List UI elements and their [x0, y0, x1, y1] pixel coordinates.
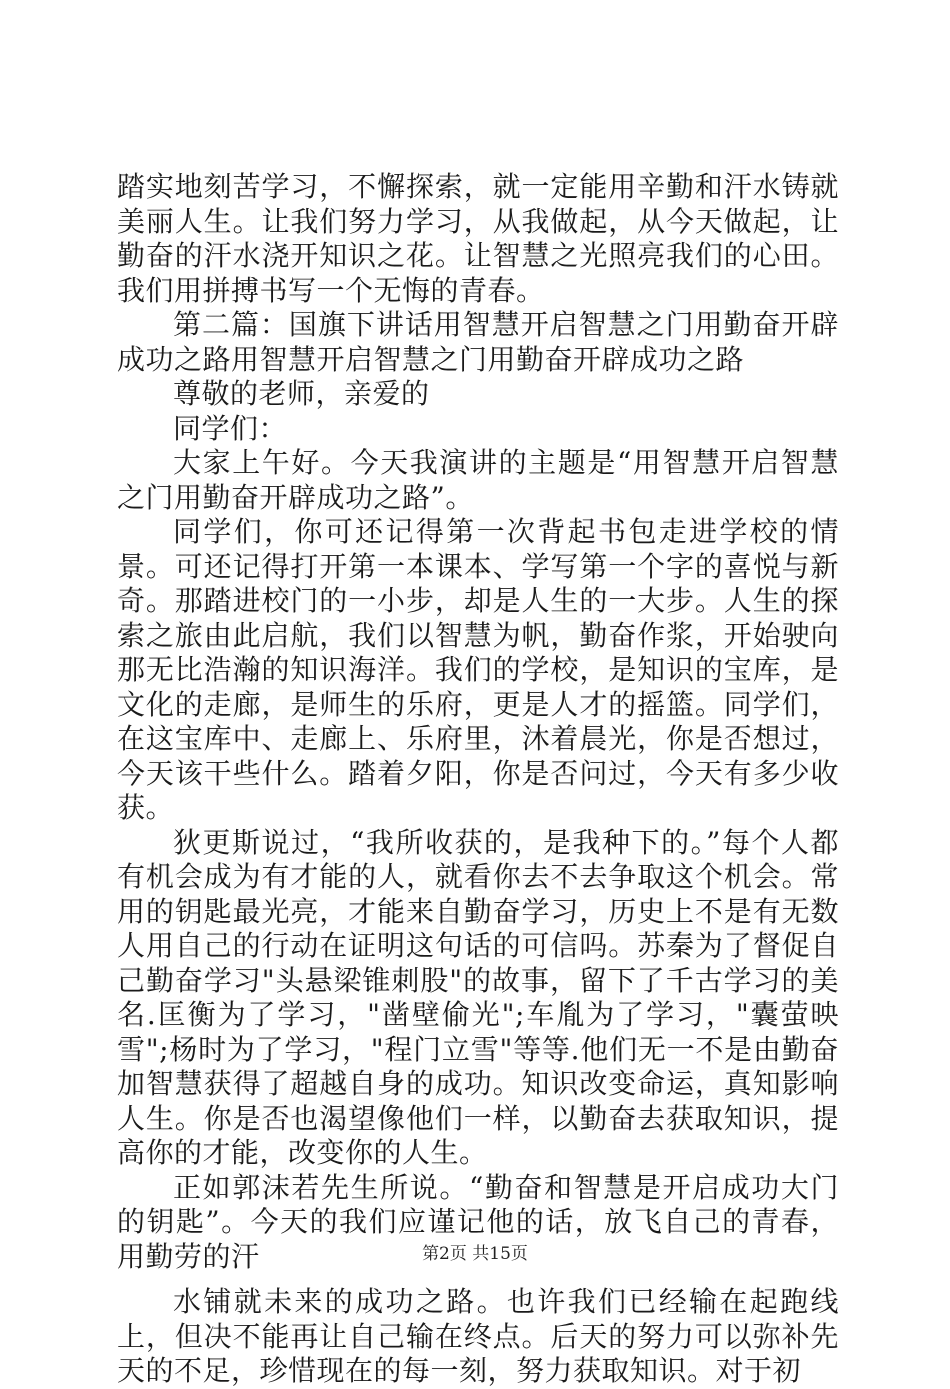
paragraph-section-title: 第二篇：国旗下讲话用智慧开启智慧之门用勤奋开辟成功之路用智慧开启智慧之门用勤奋开辟成功之路: [117, 308, 839, 376]
paragraph-school-memories: 同学们，你可还记得第一次背起书包走进学校的情景。可还记得打开第一本课本、学写第一个字的喜悦与新奇。那踏进校门的一小步，却是人生的一大步。人生的探索之旅由此启航，我们以智慧为帆，勤奋作浆，开始驶向那无比浩瀚的知识海洋。我们的学校，是知识的宝库，是文化的走廊，是师生的乐府，更是人才的摇篮。同学们，在这宝库中、走廊上、乐府里，沐着晨光，你是否想过，今天该干些什么。踏着夕阳，你是否问过，今天有多少收获。: [117, 515, 839, 824]
paragraph-guo-moruo-quote: 正如郭沫若先生所说。“勤奋和智慧是开启成功大门的钥匙”。今天的我们应谨记他的话，放飞自己的青春，用勤劳的汗: [117, 1170, 839, 1273]
paragraph-closing: 水铺就未来的成功之路。也许我们已经输在起跑线上，但决不能再让自己输在终点。后天的努力可以弥补先天的不足，珍惜现在的每一刻，努力获取知识。对于初: [117, 1285, 839, 1387]
paragraph-dickens-quote: 狄更斯说过，“我所收获的，是我种下的。”每个人都有机会成为有才能的人，就看你去不去争取这个机会。常用的钥匙最光亮，才能来自勤奋学习，历史上不是有无数人用自己的行动在证明这句话的可信吗。苏秦为了督促自己勤奋学习"头悬梁锥刺股"的故事，留下了千古学习的美名.匡衡为了学习，"凿壁偷光";车胤为了学习，"囊萤映雪";杨时为了学习，"程门立雪"等等.他们无一不是由勤奋加智慧获得了超越自身的成功。知识改变命运，真知影响人生。你是否也渴望像他们一样，以勤奋去获取知识，提高你的才能，改变你的人生。: [117, 825, 839, 1169]
page-number-footer: 第2页 共15页: [422, 1244, 528, 1264]
paragraph-greeting: 大家上午好。今天我演讲的主题是“用智慧开启智慧之门用勤奋开辟成功之路”。: [117, 446, 839, 514]
paragraph-salutation-continued: 同学们：: [173, 411, 288, 445]
document-body: [117, 170, 839, 1389]
paragraph-continuation: 踏实地刻苦学习，不懈探索，就一定能用辛勤和汗水铸就美丽人生。让我们努力学习，从我做起，从今天做起，让勤奋的汗水浇开知识之花。让智慧之光照亮我们的心田。我们用拼搏书写一个无悔的青春。: [117, 170, 839, 307]
paragraph-salutation: 尊敬的老师，亲爱的: [173, 377, 430, 410]
